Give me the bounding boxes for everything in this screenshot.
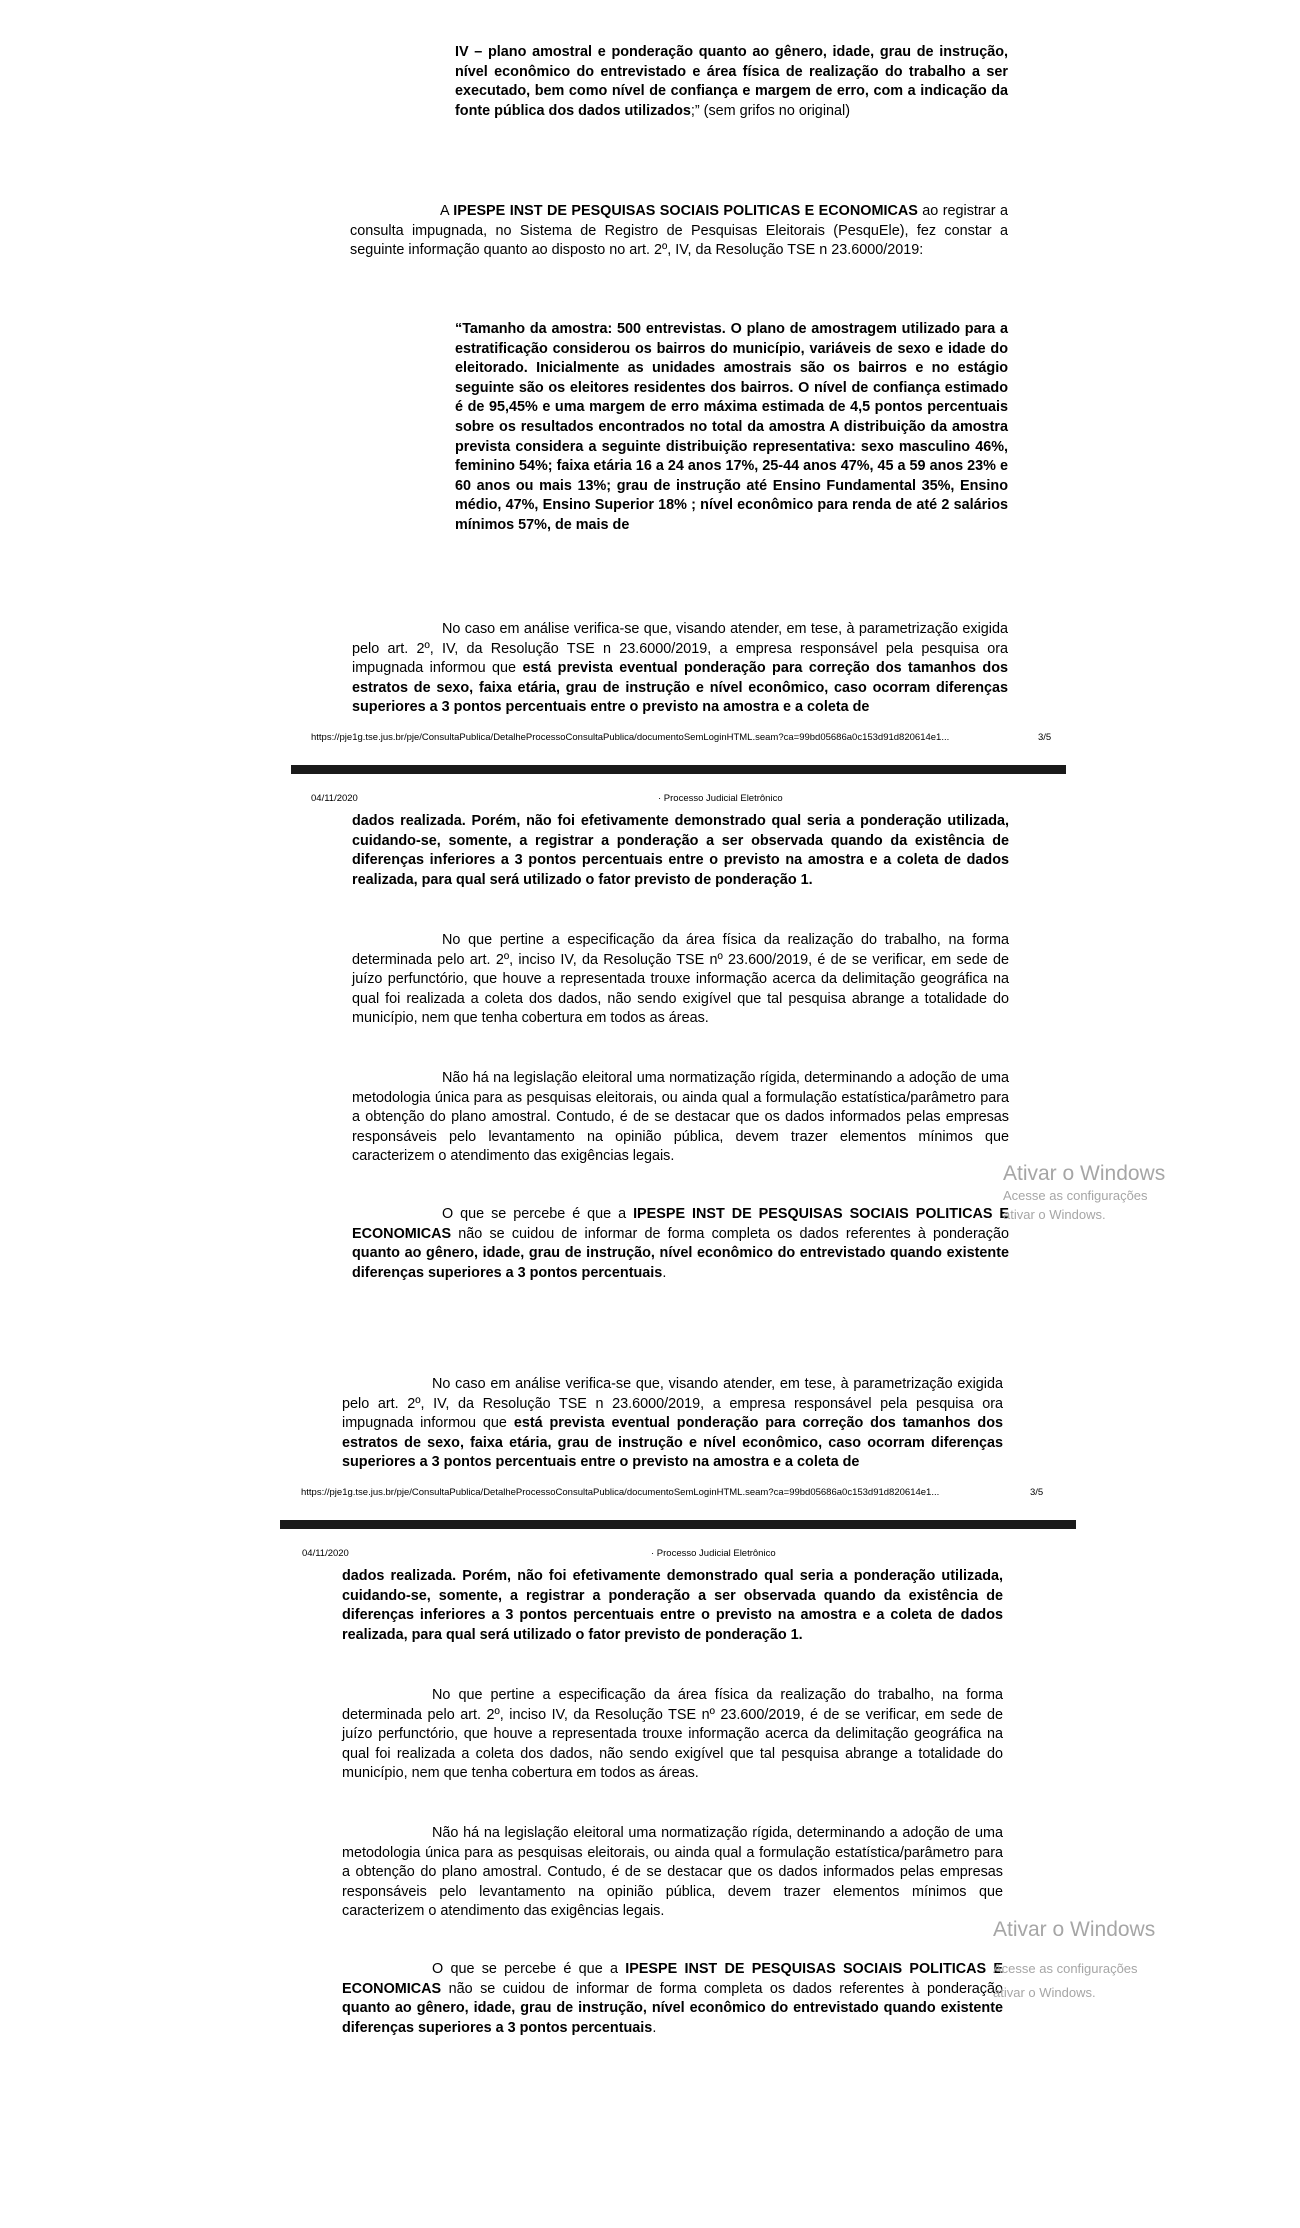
- company-name: IPESPE INST DE PESQUISAS SOCIAIS POLITICAS E ECONOMICAS: [342, 1961, 1003, 1997]
- text: O que se percebe é que a: [432, 1961, 626, 1977]
- windows-activation-watermark-line2: ativar o Windows.: [993, 1985, 1096, 2000]
- paragraph-continuation: [342, 1567, 1003, 1645]
- page-separator: [280, 1520, 1076, 1529]
- company-name: IPESPE INST DE PESQUISAS SOCIAIS POLITICAS E ECONOMICAS: [352, 1206, 1009, 1242]
- text: No que pertine a especificação da área física da realização do trabalho, na forma determinada pelo art. 2º, inciso IV, da Resolução TSE nº 23.600/2019, é de se verificar, em sede de juízo perfunctório, que houve a representada trouxe informação acerca da delimitação geográfica na qual foi realizada a coleta dos dados, não sendo exigível que tal pesquisa abrange a totalidade do município, nem que tenha cobertura em todos as áreas.: [352, 932, 1009, 1027]
- text: A: [440, 203, 454, 219]
- bold-text: quanto ao gênero, idade, grau de instrução, nível econômico do entrevistado quando existente diferenças superiores a 3 pontos percentuais: [342, 2000, 1003, 2036]
- paragraph-percebe: [342, 1960, 1003, 2038]
- bold-text: dados realizada. Porém, não foi efetivamente demonstrado qual seria a ponderação utilizada, cuidando-se, somente, a registrar a ponderação a ser observada quando da existência de diferenças inferiores a 3 pontos percentuais entre o previsto na amostra e a coleta de dados realizada, para qual será utilizado o fator previsto de ponderação 1.: [352, 813, 1009, 888]
- text: No que pertine a especificação da área física da realização do trabalho, na forma determinada pelo art. 2º, inciso IV, da Resolução TSE nº 23.600/2019, é de se verificar, em sede de juízo perfunctório, que houve a representada trouxe informação acerca da delimitação geográfica na qual foi realizada a coleta dos dados, não sendo exigível que tal pesquisa abrange a totalidade do município, nem que tenha cobertura em todos as áreas.: [342, 1687, 1003, 1782]
- quote-art2-iv-tail: ;” (sem grifos no original): [690, 102, 851, 119]
- text: No caso em análise verifica-se que, visando atender, em tese, à parametrização exigida pelo art. 2º, IV, da Resolução TSE n 23.6000/2019, a empresa responsável pela pesquisa ora impugnada informou que: [352, 621, 1008, 677]
- page-footer-url[interactable]: https://pje1g.tse.jus.br/pje/ConsultaPublica/DetalheProcessoConsultaPublica/documentoSemLoginHTML.seam?ca=99bd05686a0c153d91d820614e1...: [301, 1487, 940, 1498]
- paragraph-legislacao: [352, 1069, 1009, 1167]
- text: .: [662, 1264, 667, 1281]
- company-name: IPESPE INST DE PESQUISAS SOCIAIS POLITICAS E ECONOMICAS: [453, 203, 918, 219]
- text: Não há na legislação eleitoral uma normatização rígida, determinando a adoção de uma metodologia única para as pesquisas eleitorais, ou ainda qual a formulação estatística/parâmetro para a obtenção do plano amostral. Contudo, é de se destacar que os dados informados pelas empresas responsáveis pelo levantamento na opinião pública, devem trazer elementos mínimos que caracterizem o atendimento das exigências legais.: [342, 1825, 1003, 1920]
- windows-activation-watermark-line2: ativar o Windows.: [1003, 1207, 1106, 1222]
- paragraph-area-fisica: [342, 1686, 1003, 1784]
- paragraph-ipespe-registro: [350, 202, 1008, 261]
- windows-activation-watermark-title: Ativar o Windows: [993, 1918, 1156, 1941]
- bold-text: está prevista eventual ponderação para correção dos tamanhos dos estratos de sexo, faixa etária, grau de instrução e nível econômico, caso ocorram diferenças superiores a 3 pontos percentuais entre o previsto na amostra e a coleta de: [342, 1415, 1004, 1471]
- paragraph-continuation: [352, 812, 1009, 890]
- page-footer-number: 3/5: [1038, 732, 1052, 743]
- bold-text: está prevista eventual ponderação para correção dos tamanhos dos estratos de sexo, faixa etária, grau de instrução e nível econômico, caso ocorram diferenças superiores a 3 pontos percentuais entre o previsto na amostra e a coleta de: [352, 660, 1008, 716]
- text: No caso em análise verifica-se que, visando atender, em tese, à parametrização exigida pelo art. 2º, IV, da Resolução TSE n 23.6000/2019, a empresa responsável pela pesquisa ora impugnada informou que: [342, 1376, 1003, 1432]
- page-footer-number: 3/5: [1030, 1487, 1044, 1498]
- paragraph-caso-analise-2: [342, 1375, 1003, 1473]
- bold-text: dados realizada. Porém, não foi efetivamente demonstrado qual seria a ponderação utilizada, cuidando-se, somente, a registrar a ponderação a ser observada quando da existência de diferenças inferiores a 3 pontos percentuais entre o previsto na amostra e a coleta de dados realizada, para qual será utilizado o fator previsto de ponderação 1.: [342, 1568, 1003, 1643]
- text: não se cuidou de informar de forma completa os dados referentes à ponderação: [441, 1980, 1003, 1997]
- windows-activation-watermark-line1: Acesse as configurações: [993, 1961, 1138, 1976]
- page-header-title: · Processo Judicial Eletrônico: [651, 1548, 776, 1559]
- text: O que se percebe é que a: [442, 1206, 634, 1222]
- quote-plano-amostral: [455, 320, 1008, 536]
- page-header-date: 04/11/2020: [302, 1548, 349, 1559]
- bold-text: quanto ao gênero, idade, grau de instrução, nível econômico do entrevistado quando existente diferenças superiores a 3 pontos percentuais: [352, 1245, 1009, 1281]
- text: Não há na legislação eleitoral uma normatização rígida, determinando a adoção de uma metodologia única para as pesquisas eleitorais, ou ainda qual a formulação estatística/parâmetro para a obtenção do plano amostral. Contudo, é de se destacar que os dados informados pelas empresas responsáveis pelo levantamento na opinião pública, devem trazer elementos mínimos que caracterizem o atendimento das exigências legais.: [352, 1070, 1009, 1165]
- paragraph-caso-analise: [352, 620, 1008, 718]
- text: não se cuidou de informar de forma completa os dados referentes à ponderação: [451, 1225, 1009, 1242]
- windows-activation-watermark-line1: Acesse as configurações: [1003, 1188, 1148, 1203]
- text: .: [652, 2019, 657, 2036]
- page-header-date: 04/11/2020: [311, 793, 358, 804]
- text: ao registrar a consulta impugnada, no Sistema de Registro de Pesquisas Eleitorais (PesquEle), fez constar a seguinte informação quanto ao disposto no art. 2º, IV, da Resolução TSE n 23.6000/2019:: [350, 203, 1008, 259]
- paragraph-percebe: [352, 1205, 1009, 1283]
- windows-activation-watermark-title: Ativar o Windows: [1003, 1162, 1166, 1185]
- paragraph-area-fisica: [352, 931, 1009, 1029]
- page-footer-url[interactable]: https://pje1g.tse.jus.br/pje/ConsultaPublica/DetalheProcessoConsultaPublica/documentoSemLoginHTML.seam?ca=99bd05686a0c153d91d820614e1...: [311, 732, 950, 743]
- quote-art2-iv-bold: IV – plano amostral e ponderação quanto ao gênero, idade, grau de instrução, nível econômico do entrevistado e área física de realização do trabalho a ser executado, bem como nível de confiança e margem de erro, com a indicação da fonte pública dos dados utilizados: [455, 44, 1008, 119]
- quote-art2-iv: [455, 43, 1008, 121]
- paragraph-legislacao: [342, 1824, 1003, 1922]
- page-header-title: · Processo Judicial Eletrônico: [658, 793, 783, 804]
- page-separator: [291, 765, 1066, 774]
- quote-text: “Tamanho da amostra: 500 entrevistas. O plano de amostragem utilizado para a estratificação considerou os bairros do município, variáveis de sexo e idade do eleitorado. Inicialmente as unidades amostrais são os bairros e no estágio seguinte são os eleitores residentes dos bairros. O nível de confiança estimado é de 95,45% e uma margem de erro máxima estimada de 4,5 pontos percentuais sobre os resultados encontrados no total da amostra A distribuição da amostra prevista considera a seguinte distribuição representativa: sexo masculino 46%, feminino 54%; faixa etária 16 a 24 anos 17%, 25-44 anos 47%, 45 a 59 anos 23% e 60 anos ou mais 13%; grau de instrução até Ensino Fundamental 35%, Ensino médio, 47%, Ensino Superior 18% ; nível econômico para renda de até 2 salários mínimos 57%, de mais de: [455, 321, 1008, 533]
